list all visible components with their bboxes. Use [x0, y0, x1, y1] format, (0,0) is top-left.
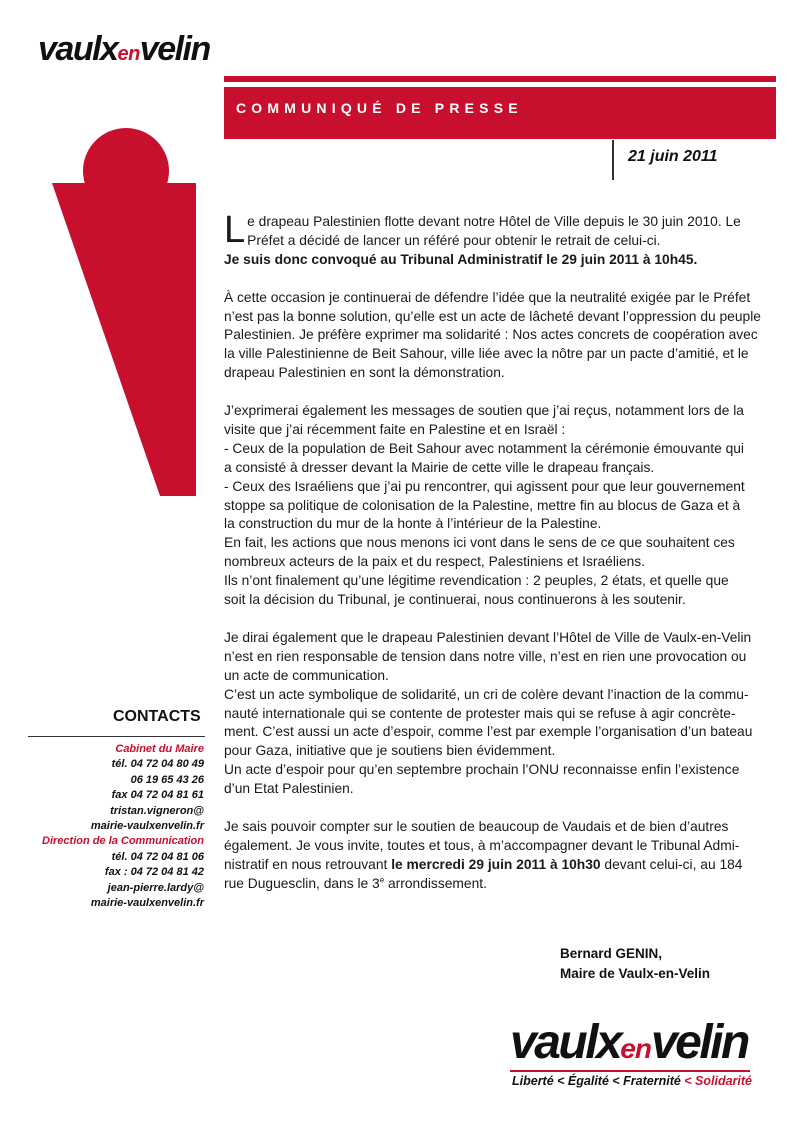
logo-part-velin: velin [139, 30, 210, 68]
logo-vaulx-en-velin [38, 30, 210, 69]
body-line: nombreux acteurs de la paix et du respect, Palestiniens et Israéliens. [224, 554, 646, 570]
body-line: nauté internationale qui se contente de protester mais qui se refuse à agir concrète- [224, 705, 736, 721]
body-line: n’est pas la bonne solution, qu’elle est un acte de lâcheté devant l’oppression du peuple [224, 308, 761, 324]
body-line: - Ceux de la population de Beit Sahour avec notamment la cérémonie émouvante qui [224, 440, 744, 456]
contacts-divider [28, 736, 205, 737]
contacts-heading: CONTACTS [113, 708, 201, 725]
ordinal-superscript: e [379, 875, 385, 885]
body-text-run: rue Duguesclin, dans le 3 [224, 875, 380, 891]
contact-line: tél. 04 72 04 81 06 [111, 850, 204, 863]
contact-line: fax 04 72 04 81 61 [111, 789, 204, 802]
body-line: également. Je vous invite, toutes et tous, à m’accompagner devant le Tribunal Admi- [224, 837, 740, 853]
motto-solidarite: < Solidarité [684, 1074, 753, 1088]
body-text-run: devant celui-ci, au 184 [600, 856, 743, 872]
logo-part-vaulx: vaulx [38, 30, 118, 68]
signature-block [560, 944, 710, 984]
drop-cap: L [224, 209, 246, 251]
body-line [224, 875, 760, 894]
body-line: - Ceux des Israéliens que j’ai pu rencontrer, qui agissent pour que leur gouvernement [224, 478, 745, 494]
body-line [224, 856, 760, 875]
logo-part-en: en [620, 1033, 651, 1064]
cabinet-label: Cabinet du Maire [115, 743, 204, 755]
contact-email[interactable]: tristan.vigneron@ [110, 804, 204, 817]
contact-line: 06 19 65 43 26 [130, 773, 204, 786]
logo-part-velin: velin [650, 1016, 748, 1069]
header-rule [224, 76, 776, 82]
body-line: stoppe sa politique de colonisation de la Palestine, mettre fin au blocus de Gaza et à [224, 497, 741, 513]
communication-label: Direction de la Communication [42, 835, 204, 848]
paragraph-3 [224, 402, 760, 610]
body-line: d’un Etat Palestinien. [224, 781, 354, 797]
body-text-run: nistratif en nous retrouvant [224, 856, 392, 872]
body-line: e drapeau Palestinien flotte devant notre Hôtel de Ville depuis le 30 juin 2010. Le [247, 214, 741, 229]
paragraph-4 [224, 629, 760, 799]
date-divider [612, 140, 614, 180]
body-line: Je sais pouvoir compter sur le soutien de beaucoup de Vaudais et de bien d’autres [224, 818, 729, 834]
body-line: la construction du mur de la honte à l’intérieur de la Palestine. [224, 516, 602, 532]
contact-email[interactable]: mairie-vaulxenvelin.fr [90, 897, 204, 910]
body-line: visite que j’ai récemment faite en Palestine et en Israël : [224, 421, 566, 437]
body-line: pour Gaza, initiative que je soutiens bien évidemment. [224, 743, 556, 759]
body-line: C’est un acte symbolique de solidarité, un cri de colère devant l’inaction de la commu- [224, 686, 749, 702]
press-release-body [224, 209, 761, 912]
release-date: 21 juin 2011 [628, 148, 718, 165]
meeting-datetime: le mercredi 29 juin 2011 à 10h30 [391, 856, 601, 872]
press-banner [224, 87, 776, 139]
footer-logo [510, 1018, 748, 1074]
body-line: J’exprimerai également les messages de soutien que j’ai reçus, notamment lors de la [224, 403, 744, 419]
body-line: Ils n’ont finalement qu’une légitime revendication : 2 peuples, 2 états, et quelle que [224, 573, 729, 589]
paragraph-1 [224, 209, 760, 270]
signatory-name: Bernard GENIN, [560, 946, 663, 961]
motto-main: Liberté < Égalité < Fraternité [512, 1074, 685, 1088]
body-text-run: arrondissement. [384, 875, 487, 891]
banner-title: COMMUNIQUÉ DE PRESSE [236, 100, 523, 116]
body-line: la ville Palestinienne de Beit Sahour, ville liée avec la nôtre par un pacte d’amitié, et le [224, 346, 749, 362]
contacts-block [42, 742, 204, 911]
contact-email[interactable]: jean-pierre.lardy@ [107, 881, 204, 894]
contact-email[interactable]: mairie-vaulxenvelin.fr [90, 820, 204, 833]
contact-line: fax : 04 72 04 81 42 [104, 866, 204, 879]
contact-line: tél. 04 72 04 80 49 [111, 758, 204, 771]
body-line: À cette occasion je continuerai de défendre l’idée que la neutralité exigée par le Préfet [224, 289, 751, 305]
body-line: soit la décision du Tribunal, je continuerai, nous continuerons à les soutenir. [224, 592, 686, 608]
body-line: un acte de communication. [224, 667, 389, 683]
i-graphic-stem [40, 183, 196, 496]
logo-part-en: en [117, 43, 140, 65]
body-line: En fait, les actions que nous menons ici vont dans le sens de ce que souhaitent ces [224, 535, 735, 551]
body-line: n’est en rien responsable de tension dans notre ville, n’est en rien une provocation ou [224, 648, 747, 664]
body-line: Un acte d’espoir pour qu’en septembre prochain l’ONU reconnaisse enfin l’existence [224, 762, 740, 778]
paragraph-2 [224, 289, 760, 384]
body-line: drapeau Palestinien en sont la démonstration. [224, 365, 505, 381]
body-line: ment. C’est aussi un acte d’espoir, comme l’est par exemple l’organisation d’un bateau [224, 724, 753, 740]
body-line: a consisté à dresser devant la Mairie de cette ville le drapeau français. [224, 459, 655, 475]
body-line: Préfet a décidé de lancer un référé pour obtenir le retrait de celui-ci. [247, 232, 661, 248]
logo-part-vaulx: vaulx [510, 1016, 621, 1069]
body-line: Je dirai également que le drapeau Palestinien devant l’Hôtel de Ville de Vaulx-en-Velin [224, 629, 752, 645]
motto-tagline [512, 1074, 752, 1088]
body-line: Palestinien. Je préfère exprimer ma solidarité : Nos actes concrets de coopération avec [224, 327, 758, 343]
paragraph-5 [224, 818, 760, 894]
signatory-title: Maire de Vaulx-en-Velin [560, 966, 711, 981]
convocation-statement: Je suis donc convoqué au Tribunal Administratif le 29 juin 2011 à 10h45. [224, 251, 698, 267]
tagline-divider [510, 1070, 750, 1072]
